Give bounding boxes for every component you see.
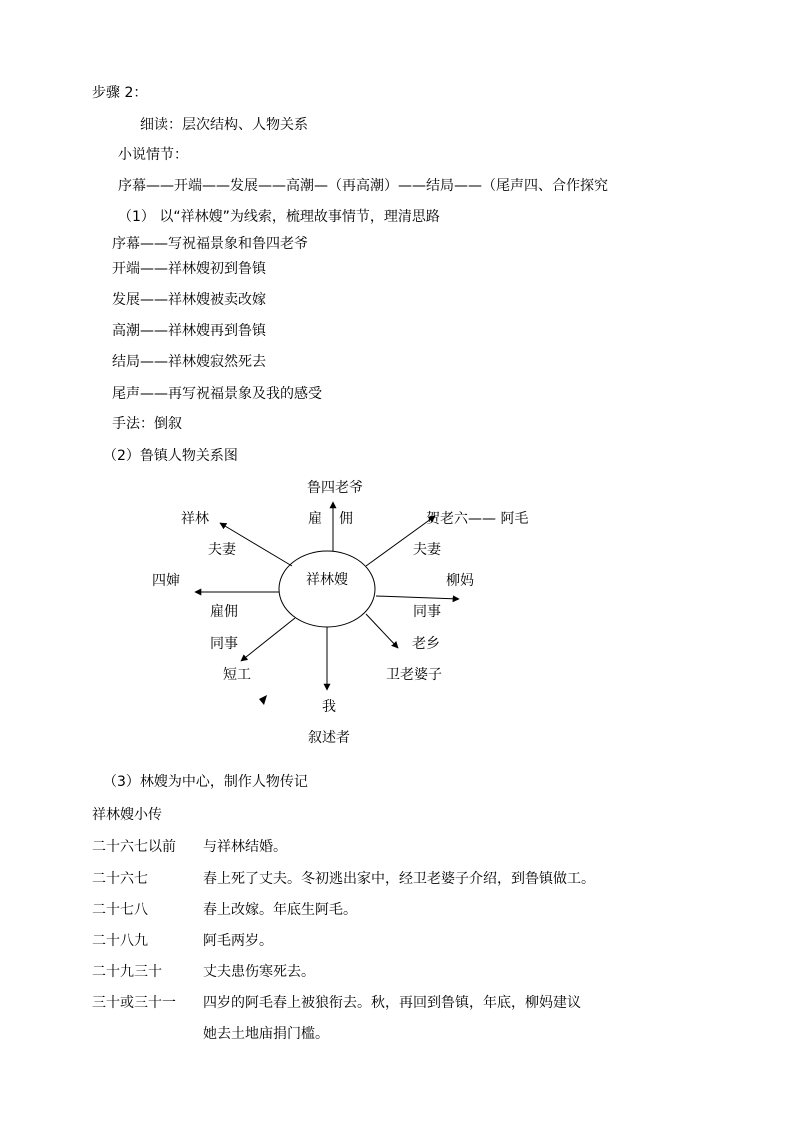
- plot-item: 开端——祥林嫂初到鲁镇: [112, 261, 266, 277]
- bio-age: 二十九三十: [92, 964, 162, 980]
- bio-task: （3）林嫂为中心，制作人物传记: [103, 774, 308, 790]
- rel-liuma: 同事: [413, 604, 441, 620]
- arrow-to-helaoliu: [366, 516, 435, 566]
- plot-item: 序幕——写祝福景象和鲁四老爷: [112, 236, 308, 252]
- arrow-to-liuma: [376, 596, 459, 599]
- rel-top-left: 雇: [308, 511, 322, 527]
- plot-heading: 小说情节：: [118, 147, 188, 163]
- node-me: 我: [322, 699, 336, 715]
- bio-age: 二十七八: [92, 902, 148, 918]
- rel-top-right: 佣: [339, 511, 353, 527]
- node-liuma: 柳妈: [446, 573, 474, 589]
- node-lusi: 鲁四老爷: [307, 480, 363, 496]
- arrow-to-duangong: [241, 618, 295, 661]
- bio-event: 春上死了丈夫。冬初逃出家中，经卫老婆子介绍，到鲁镇做工。: [203, 871, 595, 887]
- node-xianglin: 祥林: [181, 511, 209, 527]
- bio-event: 阿毛两岁。: [203, 933, 273, 949]
- arrow-to-weilaopozi: [366, 614, 398, 648]
- plot-item: 尾声——再写祝福景象及我的感受: [112, 386, 322, 402]
- stray-arrowhead: [259, 695, 267, 705]
- center-ellipse: [279, 551, 375, 627]
- plot-item: 结局——祥林嫂寂然死去: [112, 354, 266, 370]
- rel-duangong: 同事: [210, 636, 238, 652]
- rel-helaoliu: 夫妻: [413, 542, 441, 558]
- center-label: 祥林嫂: [306, 572, 348, 588]
- node-sishen: 四婶: [152, 573, 180, 589]
- node-duangong: 短工: [223, 667, 251, 683]
- rel-xianglin: 夫妻: [208, 542, 236, 558]
- step-title: 步骤 2：: [92, 85, 148, 101]
- plot-item: 高潮——祥林嫂再到鲁镇: [112, 323, 266, 339]
- step-subtitle: 细读：层次结构、人物关系: [140, 117, 308, 133]
- rel-sishen: 雇佣: [210, 604, 238, 620]
- bio-age: 三十或三十一: [92, 995, 176, 1011]
- bio-continuation: 她去土地庙捐门槛。: [203, 1026, 329, 1042]
- plot-sequence: 序幕——开端——发展——高潮—（再高潮）——结局——（尾声四、合作探究: [118, 178, 608, 194]
- bio-age: 二十六七: [92, 871, 148, 887]
- bio-age: 二十八九: [92, 933, 148, 949]
- diagram-title: （2）鲁镇人物关系图: [103, 448, 238, 464]
- node-weilaopozi: 卫老婆子: [386, 667, 442, 683]
- plot-technique: 手法：倒叙: [112, 416, 182, 432]
- narrator-label: 叙述者: [308, 730, 350, 746]
- bio-title: 祥林嫂小传: [92, 807, 162, 823]
- bio-age: 二十六七以前: [92, 839, 176, 855]
- rel-weilaopozi: 老乡: [412, 636, 440, 652]
- plot-task-1: （1） 以“祥林嫂”为线索，梳理故事情节，理清思路: [118, 209, 440, 225]
- plot-item: 发展——祥林嫂被卖改嫁: [112, 292, 266, 308]
- bio-event: 与祥林结婚。: [203, 839, 287, 855]
- bio-event: 春上改嫁。年底生阿毛。: [203, 902, 357, 918]
- bio-event: 丈夫患伤寒死去。: [203, 964, 315, 980]
- node-helaoliu: 贺老六—— 阿毛: [426, 511, 529, 527]
- bio-event: 四岁的阿毛春上被狼衔去。秋，再回到鲁镇，年底，柳妈建议: [203, 995, 581, 1011]
